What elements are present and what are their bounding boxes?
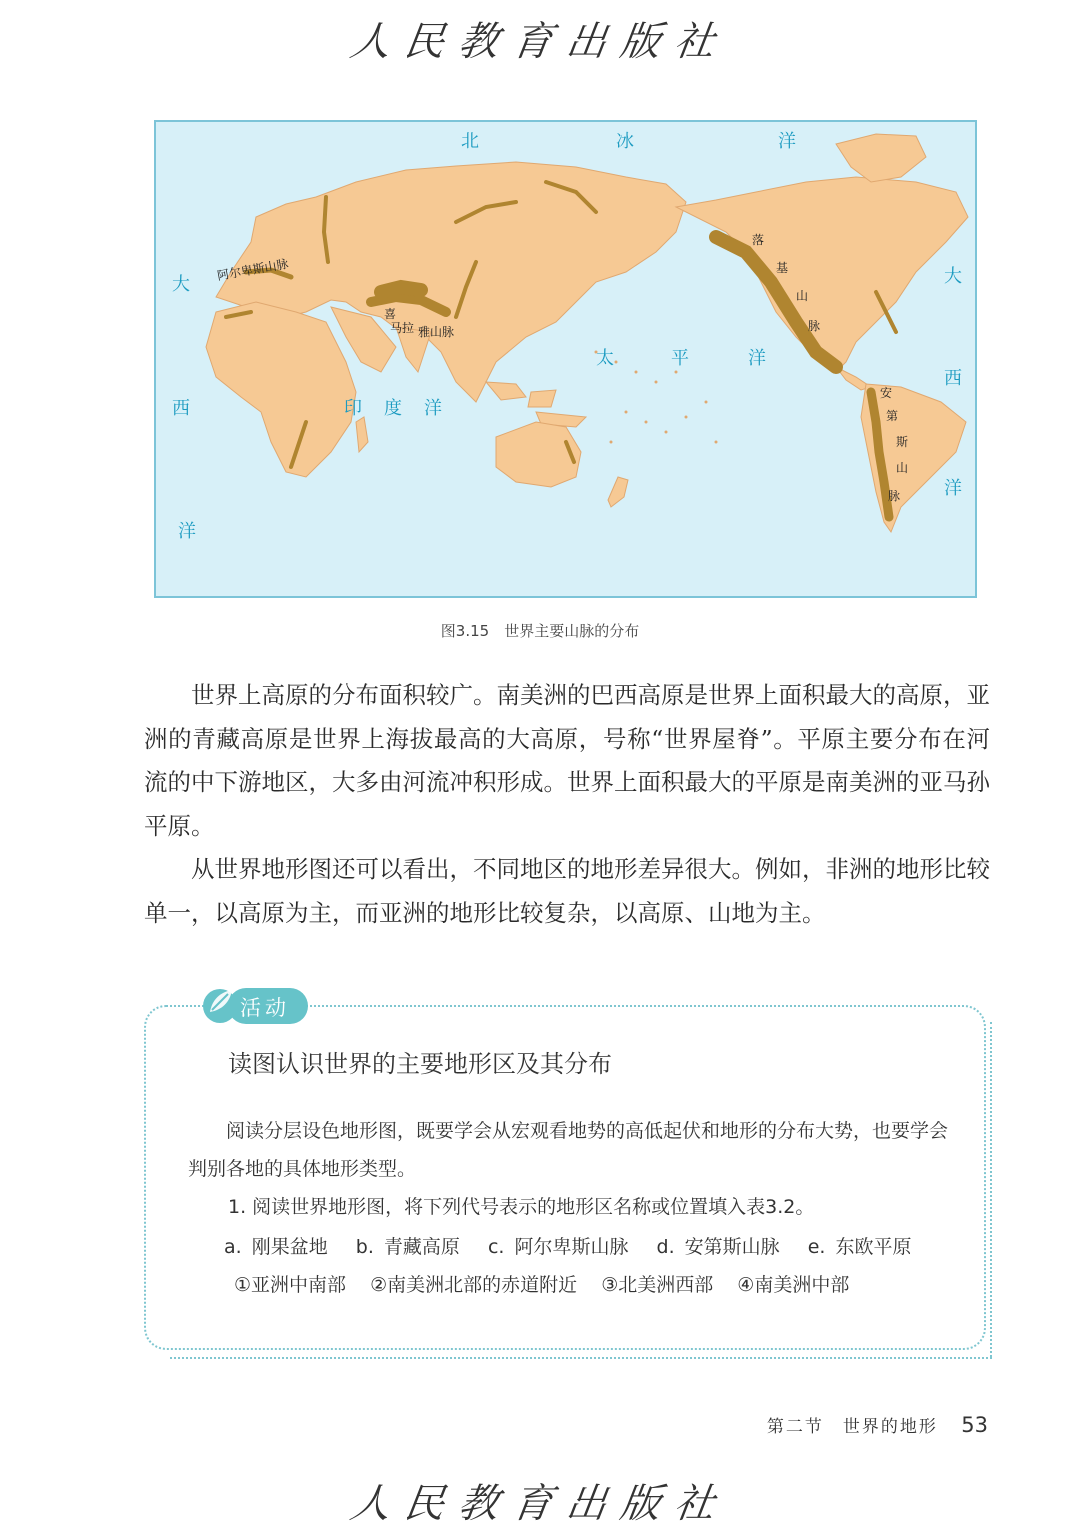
activity-shadow-bottom	[170, 1357, 992, 1359]
place-3: ③北美洲西部	[601, 1274, 714, 1296]
label-alps: 阿尔卑斯山脉	[216, 256, 290, 283]
ocean-label-atlantic-w-1: 大	[172, 274, 190, 295]
tibet-plateau	[381, 287, 421, 292]
label-andes-1: 安	[880, 386, 893, 400]
body-paragraph-1: 世界上高原的分布面积较广。南美洲的巴西高原是世界上面积最大的高原，亚洲的青藏高原是世界上海拔最高的大高原，号称“世界屋脊”。平原主要分布在河流的中下游地区，大多由河流冲积形成。世界上面积最大的平原是南美洲的亚马孙平原。	[144, 681, 990, 840]
option-d: d. 安第斯山脉	[656, 1236, 780, 1258]
label-andes-2: 第	[886, 409, 899, 423]
figure-caption: 图3.15 世界主要山脉的分布	[440, 622, 640, 640]
label-rocky-1: 落	[752, 233, 765, 247]
activity-question-1: 1. 阅读世界地形图，将下列代号表示的地形区名称或位置填入表3.2。	[228, 1196, 815, 1218]
world-mountains-map	[154, 120, 977, 598]
body-paragraph-2: 从世界地形图还可以看出，不同地区的地形差异很大。例如，非洲的地形比较单一，以高原为主，而亚洲的地形比较复杂，以高原、山地为主。	[144, 855, 990, 927]
activity-intro: 阅读分层设色地形图，既要学会从宏观看地势的高低起伏和地形的分布大势，也要学会判别各地的具体地形类型。	[188, 1120, 949, 1180]
activity-places	[188, 1266, 958, 1304]
label-himalaya-1: 喜	[384, 307, 397, 321]
map-svg	[156, 122, 975, 596]
place-4: ④南美洲中部	[737, 1274, 850, 1296]
activity-shadow-right	[990, 1022, 992, 1357]
activity-tag	[200, 982, 310, 1026]
body-text	[144, 674, 990, 935]
ocean-label-indian-1: 印	[344, 398, 362, 419]
place-1: ①亚洲中南部	[234, 1274, 347, 1296]
ocean-label-atlantic-w-2: 西	[172, 398, 190, 419]
label-rocky-2: 基	[776, 261, 789, 275]
ocean-label-atlantic-e-3: 洋	[944, 478, 962, 499]
ocean-label-indian-3: 洋	[424, 398, 442, 419]
ocean-label-north-2: 冰	[616, 131, 634, 152]
option-a: a. 刚果盆地	[224, 1236, 328, 1258]
label-rocky-3: 山	[796, 289, 809, 303]
label-andes-5: 脉	[888, 489, 901, 503]
ocean-label-atlantic-e-2: 西	[944, 368, 962, 389]
option-e: e. 东欧平原	[807, 1236, 912, 1258]
activity-title: 读图认识世界的主要地形区及其分布	[228, 1050, 612, 1078]
option-c: c. 阿尔卑斯山脉	[487, 1236, 629, 1258]
ocean-label-pacific-3: 洋	[748, 348, 766, 369]
ocean-label-pacific-1: 太	[596, 348, 614, 369]
ocean-label-atlantic-e-1: 大	[944, 266, 962, 287]
option-b: b. 青藏高原	[355, 1236, 460, 1258]
ocean-label-atlantic-w-3: 洋	[178, 521, 196, 542]
publisher-logo-bottom: 人民教育出版社	[347, 1481, 732, 1527]
ocean-label-north-1: 北	[461, 131, 479, 152]
activity-options	[188, 1228, 958, 1266]
place-2: ②南美洲北部的赤道附近	[370, 1274, 578, 1296]
leaf-icon	[200, 982, 244, 1026]
label-rocky-4: 脉	[808, 319, 821, 333]
ocean-label-north-3: 洋	[778, 131, 796, 152]
page-number: 53	[961, 1413, 988, 1437]
publisher-logo-top: 人民教育出版社	[347, 19, 732, 65]
activity-body	[188, 1112, 958, 1304]
page-footer	[767, 1412, 988, 1437]
label-himalaya-3: 雅山脉	[418, 325, 455, 339]
label-andes-4: 山	[896, 461, 909, 475]
label-himalaya-2: 马拉	[390, 321, 415, 335]
footer-section: 第二节 世界的地形	[766, 1417, 938, 1437]
label-andes-3: 斯	[896, 435, 909, 449]
ocean-label-pacific-2: 平	[671, 348, 689, 369]
ocean-label-indian-2: 度	[384, 398, 402, 419]
activity-tag-label: 活动	[240, 996, 290, 1020]
